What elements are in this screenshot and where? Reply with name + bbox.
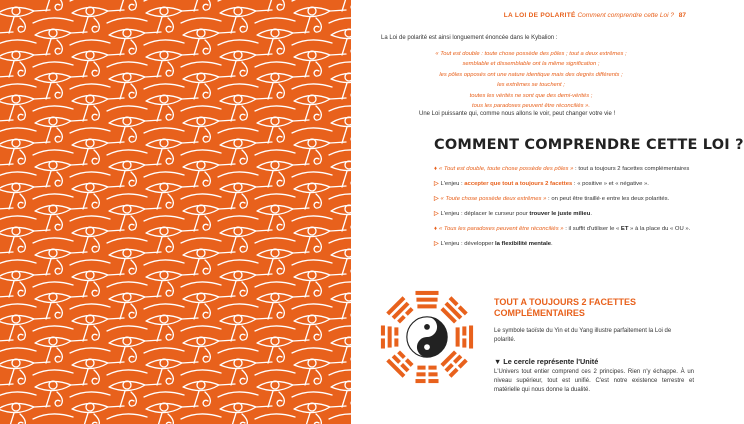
bullet-bold: ET (620, 226, 629, 232)
triangle-right-icon: ▷ (434, 211, 439, 217)
bullet-item (434, 210, 692, 219)
eye-of-horus-pattern-panel (0, 0, 351, 424)
quote-line: toutes les vérités ne sont que des demi-vérités ; (469, 92, 593, 99)
box-subheading: ▼ Le cercle représente l'Unité (494, 357, 599, 366)
bullet-text: : on peut être tiraillé·e entre les deux polarités. (546, 196, 670, 202)
bullet-text: » à la place du « OU ». (628, 226, 691, 232)
right-page (351, 0, 744, 424)
bullet-item (434, 165, 692, 174)
bullet-bold: trouver le juste milieu (529, 211, 591, 217)
box-paragraph-2: L'Univers tout entier comprend ces 2 principes. Rien n'y échappe. À un niveau supérieur, tout est unifié. C'est notre existence terrestre et matérielle qui nous donne la dualité. (494, 369, 694, 393)
quote-line: les pôles opposés ont une nature identique mais des degrés différents ; (439, 71, 623, 78)
bullet-quote: « Toute chose possède deux extrêmes » (440, 196, 547, 202)
triangle-right-icon: ▷ (434, 181, 439, 187)
quote-line: les extrêmes se touchent ; (497, 82, 565, 89)
bullet-list (434, 165, 692, 255)
running-header (504, 12, 686, 19)
box-title: TOUT A TOUJOURS 2 FACETTES COMPLÉMENTAIRES (494, 297, 637, 318)
bullet-text: . (590, 211, 592, 217)
quote-line: semblable et dissemblable ont la même signification ; (462, 61, 600, 68)
bullet-item (434, 225, 692, 234)
bullet-quote: « Tous les paradoxes peuvent être réconciliés » (439, 226, 564, 232)
bullet-quote: « Tout est double, toute chose possède des pôles » (439, 166, 574, 172)
triangle-right-icon: ▷ (434, 196, 439, 202)
diamond-icon: ♦ (434, 166, 438, 172)
bullet-item (434, 240, 692, 249)
section-title: COMMENT COMPRENDRE CETTE LOI ? (434, 137, 744, 153)
bullet-text: : « positive » et « négative ». (572, 181, 649, 187)
pattern-svg (0, 0, 351, 424)
box-paragraph: Le symbole taoïste du Yin et du Yang illustre parfaitement la Loi de polarité. (494, 328, 672, 343)
pattern-layer-offset (0, 0, 351, 424)
bullet-highlight: accepter que tout a toujours 2 facettes (464, 181, 573, 187)
page-number: 87 (678, 12, 686, 19)
quote-line: tous les paradoxes peuvent être réconciliés ». (472, 103, 590, 110)
bullet-text: . (551, 241, 553, 247)
bagua-yin-yang-icon (379, 289, 475, 385)
closing-text: Une Loi puissante qui, comme nous allons le voir, peut changer votre vie ! (419, 111, 616, 117)
quote-line: « Tout est double : toute chose possède des pôles ; tout a deux extrêmes ; (435, 51, 627, 57)
bullet-text: : tout a toujours 2 facettes complémentaires (573, 166, 690, 172)
kybalion-quote (411, 49, 651, 111)
triangle-right-icon: ▷ (434, 241, 439, 247)
bullet-bold: la flexibilité mentale (495, 241, 552, 247)
bullet-text: L'enjeu : (440, 181, 465, 187)
header-subtitle: Comment comprendre cette Loi ? (577, 12, 674, 19)
bullet-text: L'enjeu : déplacer le curseur pour (440, 211, 530, 217)
bullet-item (434, 180, 692, 189)
bullet-text: L'enjeu : développer (440, 241, 496, 247)
diamond-icon: ♦ (434, 226, 438, 232)
bullet-item (434, 195, 692, 204)
intro-text: La Loi de polarité est ainsi longuement énoncée dans le Kybalion : (381, 35, 558, 41)
bullet-text: : il suffit d'utiliser le « (563, 226, 621, 232)
header-section: LA LOI DE POLARITÉ (503, 12, 576, 19)
